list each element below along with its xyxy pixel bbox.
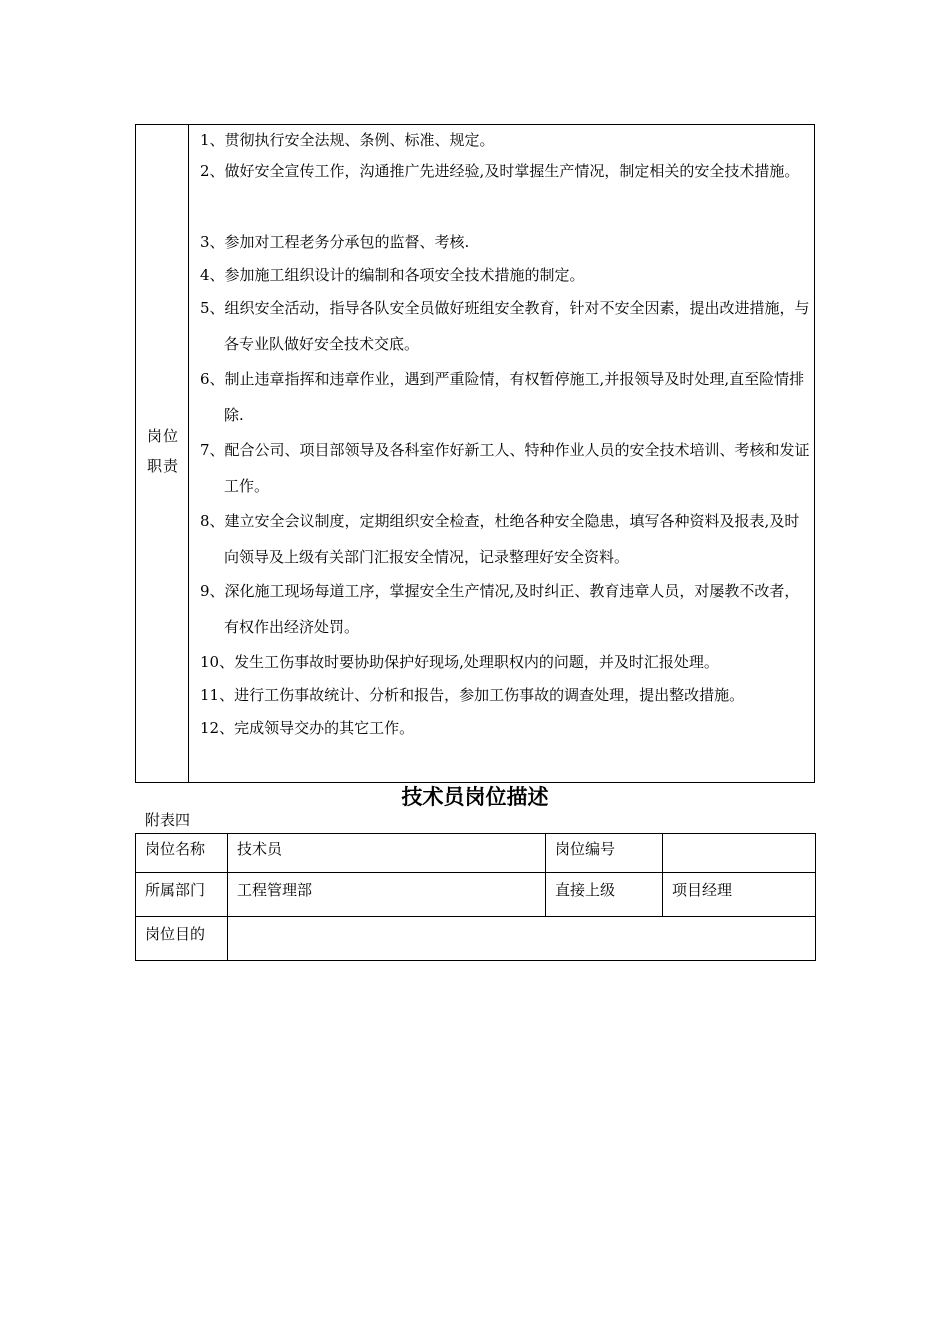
department-label: 所属部门	[136, 873, 228, 917]
document-title: 技术员岗位描述	[401, 785, 549, 809]
duty-table	[135, 124, 815, 783]
duty-item-7: 7、配合公司、项目部领导及各科室作好新工人、特种作业人员的安全技术培训、考核和发证工作。	[200, 441, 810, 495]
duty-item-8: 8、建立安全会议制度，定期组织安全检查，杜绝各种安全隐患，填写各种资料及报表,及时向领导及上级有关部门汇报安全情况，记录整理好安全资料。	[200, 512, 800, 566]
department-value: 工程管理部	[228, 873, 546, 917]
duty-item-3: 3、参加对工程老务分承包的监督、考核.	[200, 233, 470, 251]
supervisor-label: 直接上级	[546, 873, 663, 917]
table-row	[136, 873, 816, 917]
duty-item-12: 12、完成领导交办的其它工作。	[200, 719, 415, 737]
table-row	[136, 834, 816, 873]
duty-label-cell	[136, 125, 189, 782]
duty-item-9: 9、深化施工现场每道工序，掌握安全生产情况,及时纠正、教育违章人员，对屡教不改者，有权作出经济处罚。	[200, 582, 800, 636]
position-code-label: 岗位编号	[546, 834, 663, 873]
position-name-label: 岗位名称	[136, 834, 228, 873]
duty-label-line1: 岗位	[146, 427, 179, 445]
table-row	[136, 917, 816, 961]
duty-item-11: 11、进行工伤事故统计、分析和报告，参加工伤事故的调查处理，提出整改措施。	[200, 686, 745, 704]
duty-item-6: 6、制止违章指挥和违章作业，遇到严重险情，有权暂停施工,并报领导及时处理,直至险情排除.	[200, 370, 805, 424]
supervisor-value: 项目经理	[663, 873, 816, 917]
duty-item-5: 5、组织安全活动，指导各队安全员做好班组安全教育，针对不安全因素，提出改进措施，与各专业队做好安全技术交底。	[200, 299, 810, 353]
position-code-value	[663, 834, 816, 873]
duty-item-2: 2、做好安全宣传工作，沟通推广先进经验,及时掌握生产情况，制定相关的安全技术措施。	[200, 162, 800, 180]
position-purpose-label: 岗位目的	[136, 917, 228, 961]
duty-label	[145, 421, 181, 481]
appendix-label: 附表四	[145, 811, 191, 829]
position-info-table	[135, 833, 816, 961]
duty-item-4: 4、参加施工组织设计的编制和各项安全技术措施的制定。	[200, 266, 585, 284]
duty-item-1: 1、贯彻执行安全法规、条例、标准、规定。	[200, 131, 495, 149]
duty-label-line2: 职责	[146, 457, 179, 475]
position-purpose-value	[228, 917, 816, 961]
position-name-value: 技术员	[228, 834, 546, 873]
duty-item-10: 10、发生工伤事故时要协助保护好现场,处理职权内的问题，并及时汇报处理。	[200, 653, 719, 671]
